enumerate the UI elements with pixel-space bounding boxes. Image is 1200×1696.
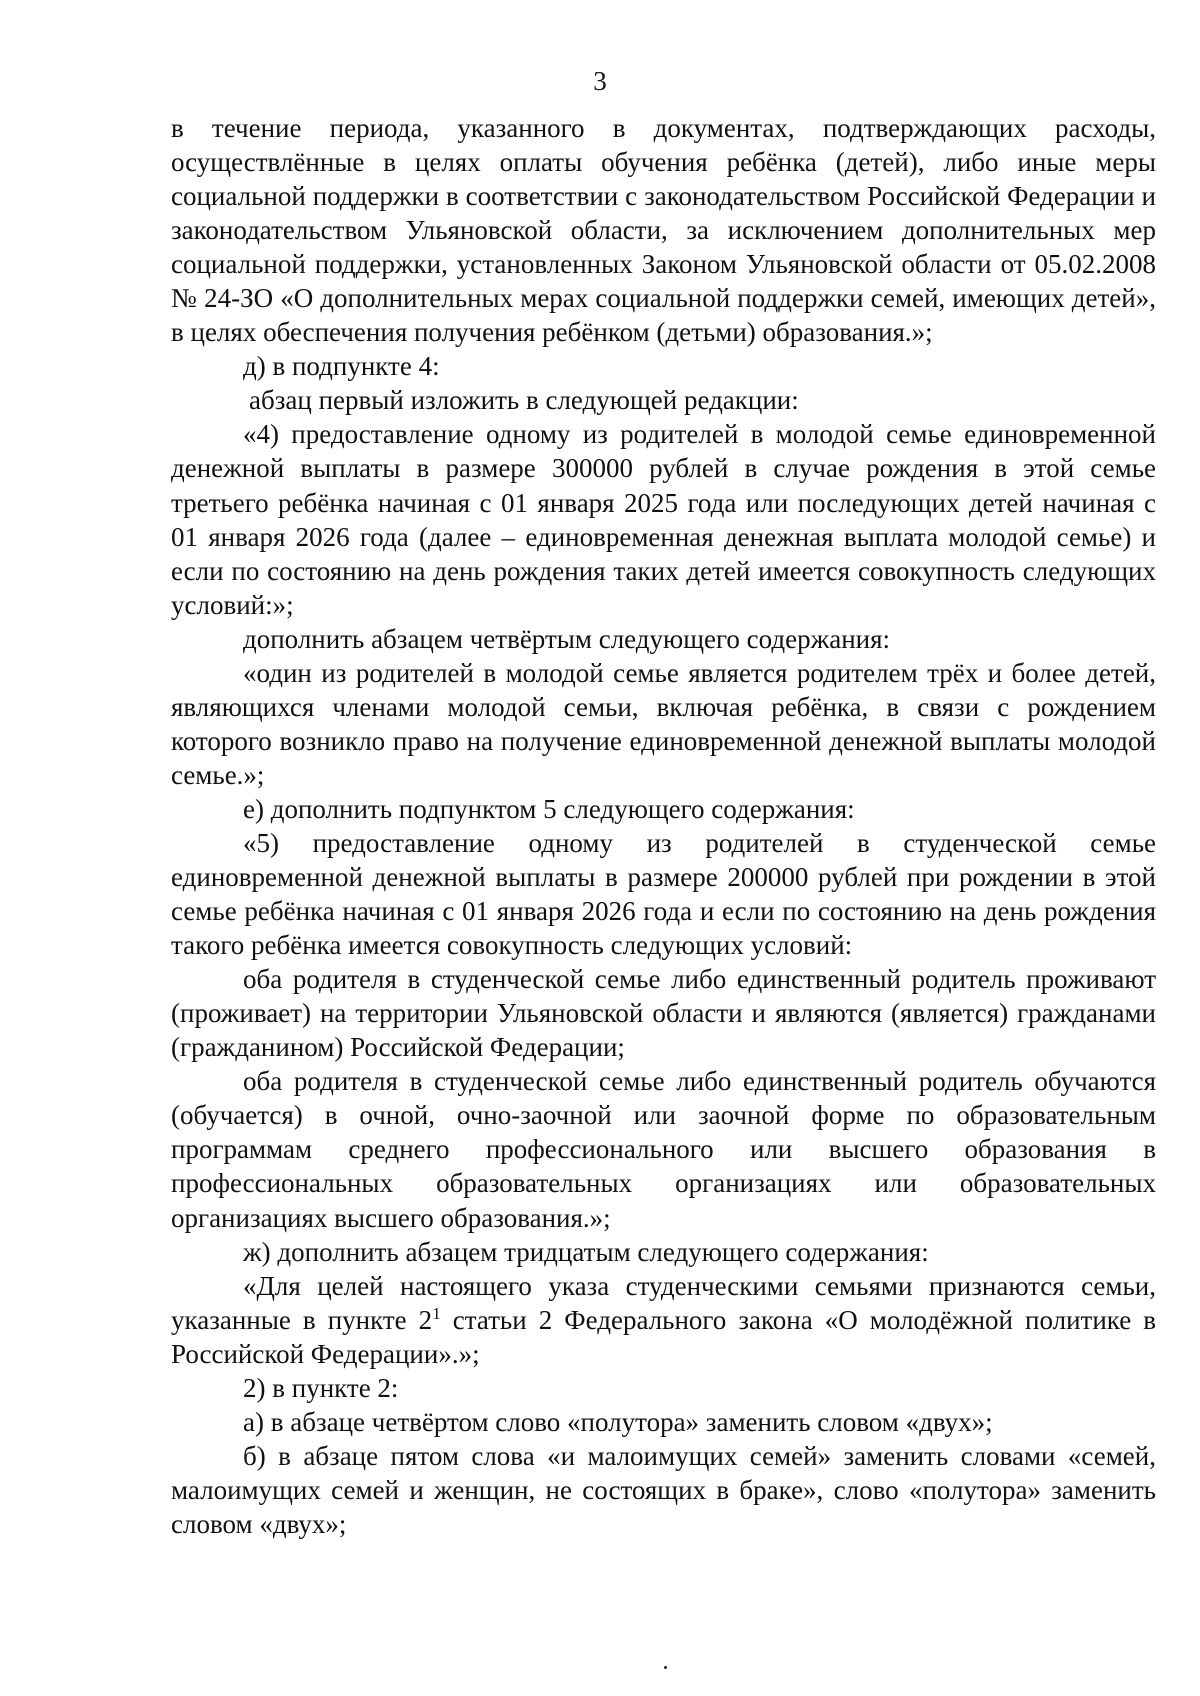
- paragraph: «5) предоставление одному из родителей в студенческой семье единовременной денежной выплаты в размере 200000 рублей при рождении в этой семье ребёнка начиная с 01 января 2026 года и если по состоянию на день рождения такого ребёнка имеется совокупность следующих условий:: [171, 827, 1156, 961]
- paragraph: оба родителя в студенческой семье либо единственный родитель обучаются (обучается) в очной, очно-заочной или заочной форме по образовательным программам среднего профессионального или высшего образования в профессиональных образовательных организациях или образовательных организациях высшего образования.»;: [171, 1066, 1156, 1233]
- paragraph: а) в абзаце четвёртом слово «полутора» заменить словом «двух»;: [243, 1406, 993, 1437]
- paragraph: е) дополнить подпунктом 5 следующего содержания:: [243, 793, 855, 824]
- superscript: 1: [432, 1303, 441, 1323]
- paragraph: «4) предоставление одному из родителей в молодой семье единовременной денежной выплаты в размере 300000 рублей в случае рождения в этой семье третьего ребёнка начиная с 01 января 2025 года или последующих детей начиная с 01 января 2026 года (далее – единовременная денежная выплата молодой семье) и если по состоянию на день рождения таких детей имеется совокупность следующих условий:»;: [171, 419, 1156, 620]
- document-body: [171, 111, 1156, 1541]
- paragraph: оба родителя в студенческой семье либо единственный родитель проживают (проживает) на территории Ульяновской области и являются (является) гражданами (гражданином) Российской Федерации;: [171, 964, 1156, 1063]
- scan-speck: [664, 1666, 667, 1669]
- paragraph: дополнить абзацем четвёртым следующего содержания:: [243, 623, 891, 654]
- paragraph: абзац первый изложить в следующей редакции:: [249, 385, 799, 416]
- paragraph: д) в подпункте 4:: [243, 351, 440, 382]
- paragraph: б) в абзаце пятом слова «и малоимущих семей» заменить словами «семей, малоимущих семей и женщин, не состоящих в браке», слово «полутора» заменить словом «двух»;: [171, 1440, 1156, 1539]
- paragraph-text: статьи 2 Федерального закона «О молодёжной политике в Российской Федерации».»;: [171, 1304, 1156, 1369]
- paragraph: ж) дополнить абзацем тридцатым следующего содержания:: [243, 1236, 929, 1267]
- paragraph-with-superscript: [171, 1269, 1156, 1371]
- paragraph: «один из родителей в молодой семье является родителем трёх и более детей, являющихся членами молодой семьи, включая ребёнка, в связи с рождением которого возникло право на получение единовременной денежной выплаты молодой семье.»;: [171, 657, 1156, 790]
- paragraph: в течение периода, указанного в документах, подтверждающих расходы, осуществлённые в целях оплаты обучения ребёнка (детей), либо иные меры социальной поддержки в соответствии с законодательством Российской Федерации и законодательством Ульяновской области, за исключением дополнительных мер социальной поддержки, установленных Законом Ульяновской области от 05.02.2008 № 24-ЗО «О дополнительных мерах социальной поддержки семей, имеющих детей», в целях обеспечения получения ребёнком (детьми) образования.»;: [171, 113, 1156, 348]
- paragraph-text: «Для целей настоящего указа студенческими семьями признаются семьи, указанные в пункте 2: [171, 1270, 1156, 1335]
- paragraph: 2) в пункте 2:: [243, 1372, 399, 1403]
- page-number: 3: [593, 66, 607, 96]
